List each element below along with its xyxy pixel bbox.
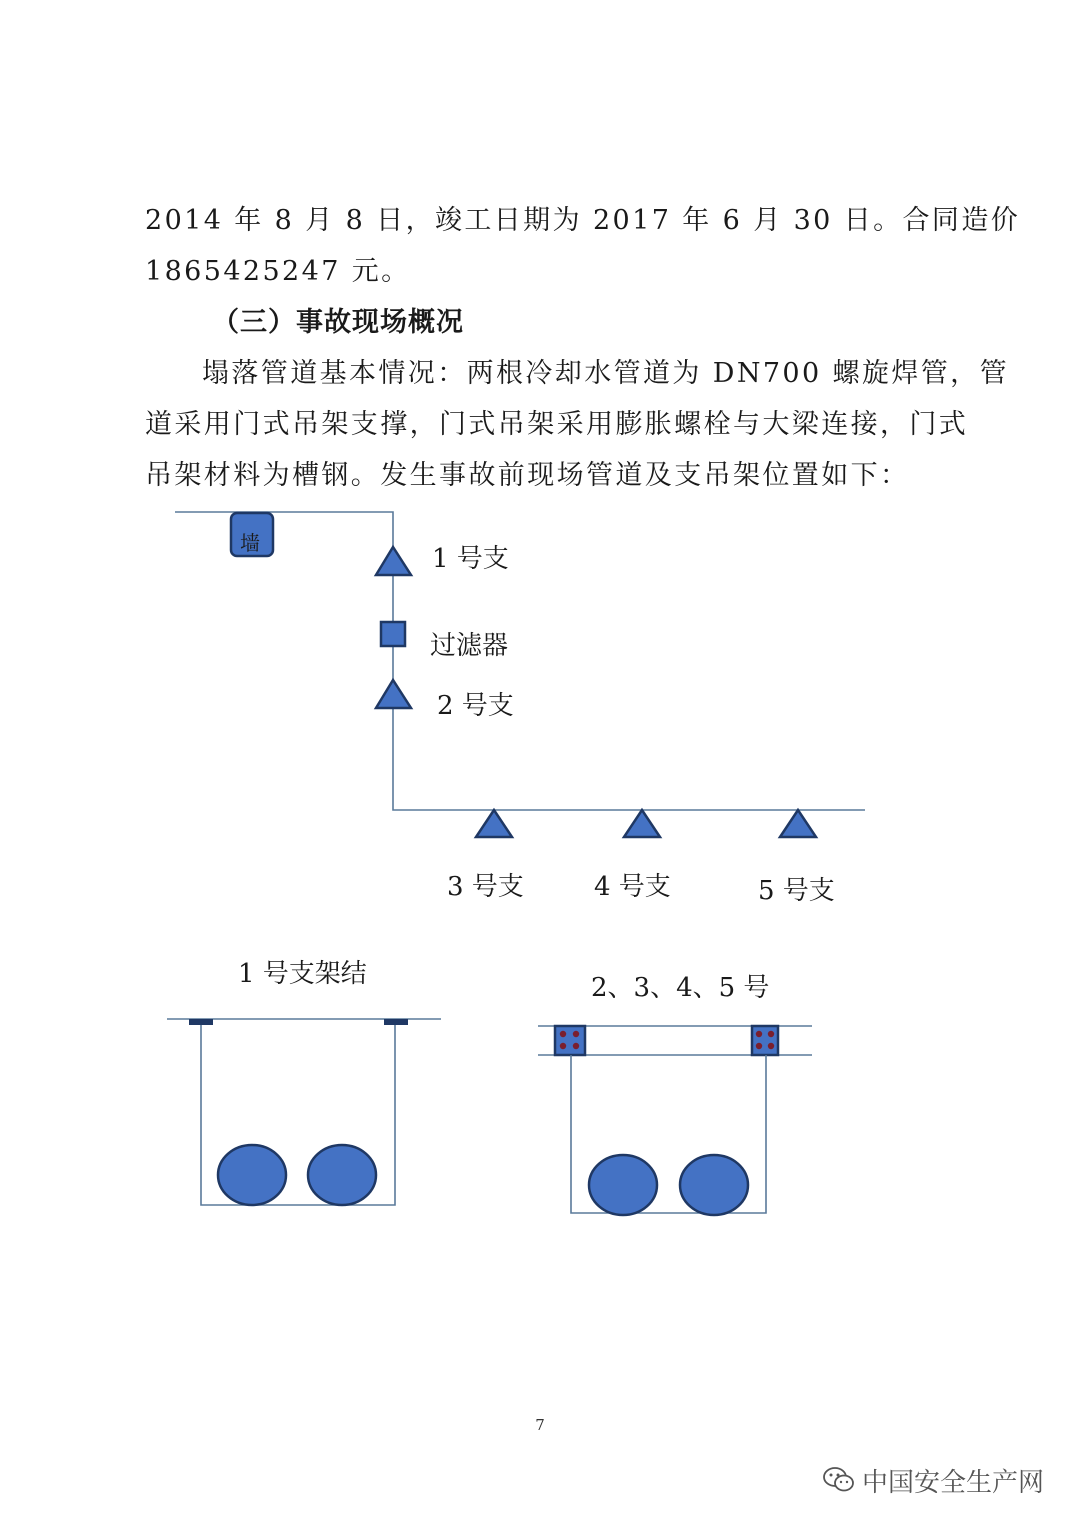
paragraph-line: 塌落管道基本情况：两根冷却水管道为 DN700 螺旋焊管，管: [202, 358, 1009, 389]
page-number: 7: [535, 1416, 545, 1434]
wechat-icon: [822, 1465, 856, 1495]
wall-label: 墙: [240, 531, 260, 555]
detail-1-pipe-right: [308, 1145, 376, 1205]
detail-2-bolt-block-right: [752, 1026, 778, 1055]
detail-1-plate-left: [189, 1019, 213, 1025]
watermark-text: 中国安全生产网: [862, 1467, 1045, 1498]
detail-1-title: 1 号支架结: [238, 959, 367, 989]
support-5-triangle: [780, 810, 816, 837]
paragraph-line: 吊架材料为槽钢。发生事故前现场管道及支吊架位置如下：: [145, 460, 910, 491]
section-heading: （三）事故现场概况: [212, 307, 464, 338]
detail-1-plate-right: [384, 1019, 408, 1025]
detail-1-pipe-left: [218, 1145, 286, 1205]
filter-label: 过滤器: [430, 631, 509, 661]
detail-2-bolt-block-left: [555, 1026, 585, 1055]
support-4-triangle: [624, 810, 660, 837]
support-3-triangle: [476, 810, 512, 837]
pipe-route: [175, 512, 865, 810]
paragraph-line: 1865425247 元。: [145, 256, 411, 287]
detail-2-title: 2、3、4、5 号: [591, 973, 770, 1003]
support-2-triangle: [376, 680, 411, 708]
detail-2-pipe-left: [589, 1155, 657, 1215]
paragraph-line: 2014 年 8 月 8 日，竣工日期为 2017 年 6 月 30 日。合同造价: [145, 205, 1021, 236]
support-1-triangle: [376, 547, 411, 575]
watermark: [822, 1462, 1044, 1498]
detail-2-pipe-right: [680, 1155, 748, 1215]
support-3-label: 3 号支: [447, 872, 524, 902]
support-2-label: 2 号支: [437, 691, 514, 721]
filter-square: [381, 622, 405, 646]
support-4-label: 4 号支: [594, 872, 671, 902]
paragraph-line: 道采用门式吊架支撑，门式吊架采用膨胀螺栓与大梁连接，门式: [145, 409, 969, 440]
support-5-label: 5 号支: [758, 876, 835, 906]
support-1-label: 1 号支: [432, 544, 509, 574]
